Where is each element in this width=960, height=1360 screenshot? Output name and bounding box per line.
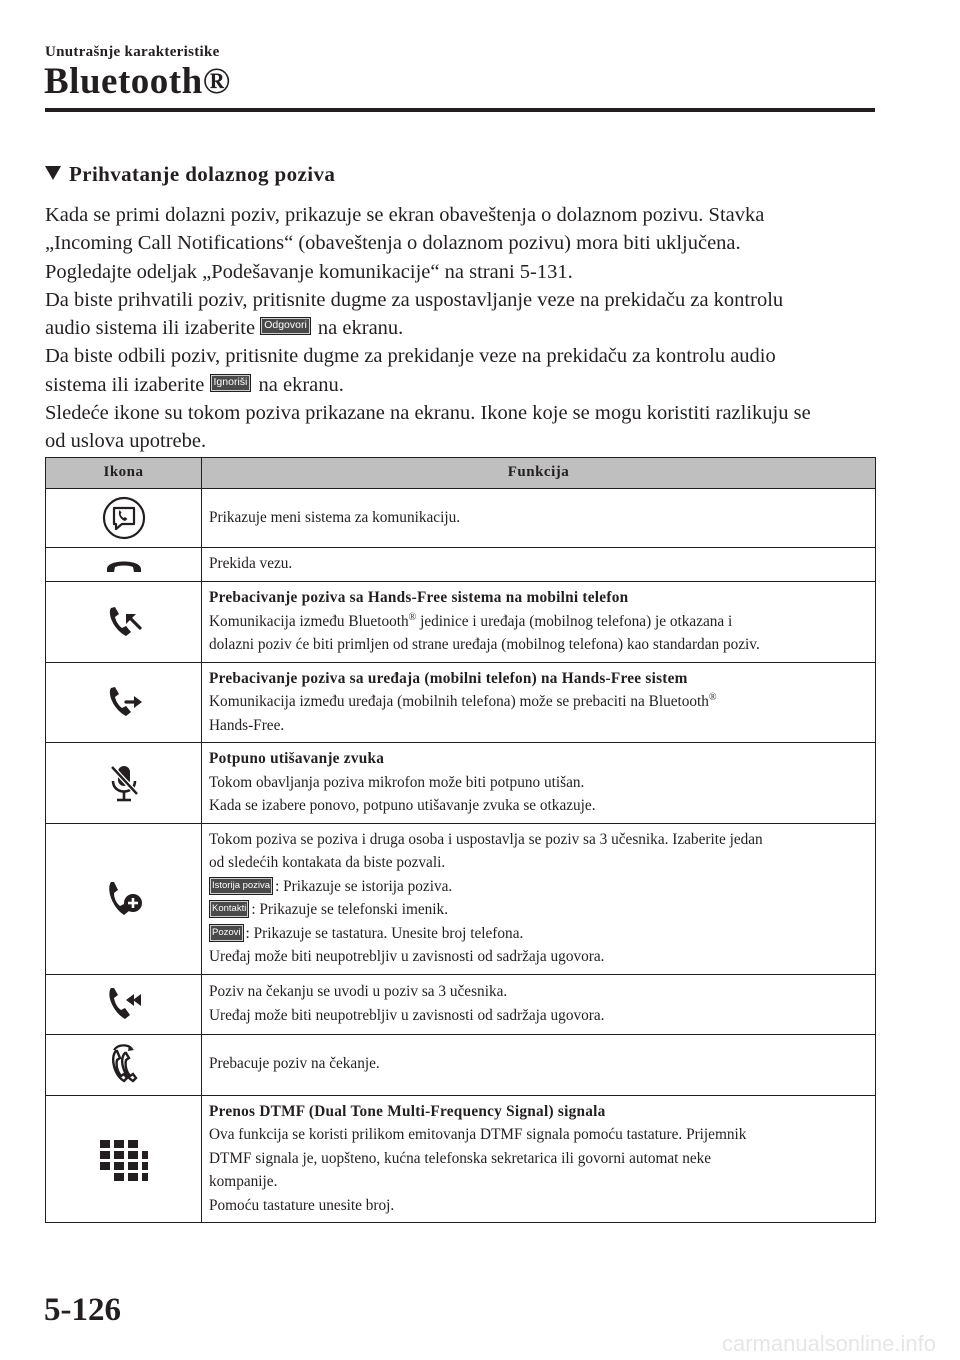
function-line: Tokom obavljanja poziva mikrofon može biti potpuno utišan. xyxy=(209,773,585,791)
function-title: Prenos DTMF (Dual Tone Multi-Frequency Signal) signala xyxy=(209,1102,606,1120)
table-row xyxy=(46,1034,876,1095)
triangle-bullet-icon xyxy=(45,166,61,180)
body-line xyxy=(45,314,885,342)
function-line: od sledećih kontakata da biste pozvali. xyxy=(209,854,446,871)
table-row xyxy=(46,1095,876,1223)
ignore-button: Ignoriši xyxy=(210,374,252,392)
icon-cell xyxy=(46,823,202,974)
transfer-to-handsfree-icon xyxy=(102,680,146,724)
section-label: Unutrašnje karakteristike xyxy=(45,44,220,60)
watermark: carmanualsonline.info xyxy=(721,1331,936,1356)
function-title: Potpuno utišavanje zvuka xyxy=(209,750,385,767)
function-line: Hands-Free. xyxy=(209,716,285,734)
function-text: : Prikazuje se tastatura. Unesite broj telefona. xyxy=(245,924,524,942)
function-cell xyxy=(202,743,876,824)
function-cell: Prebacuje poziv na čekanje. xyxy=(202,1034,876,1095)
registered-mark: ® xyxy=(408,611,417,623)
chapter-title: Bluetooth® xyxy=(44,61,231,102)
table-header-row xyxy=(46,458,876,489)
function-line: dolazni poziv će biti primljen od strane uređaja (mobilnog telefona) kao standardan poziv. xyxy=(209,636,760,653)
answer-button: Odgovori xyxy=(260,317,311,335)
body-line: Da biste prihvatili poziv, pritisnite dugme za uspostavljanje veze na prekidaču za kontrolu xyxy=(45,288,784,311)
function-cell xyxy=(202,662,876,743)
icon-cell xyxy=(46,1095,202,1223)
icon-cell xyxy=(46,743,202,824)
function-cell xyxy=(202,974,876,1034)
icon-function-table xyxy=(45,457,876,1223)
column-header-function: Funkcija xyxy=(202,458,876,489)
function-line: Poziv na čekanju se uvodi u poziv sa 3 učesnika. xyxy=(209,983,508,1000)
icon-cell xyxy=(46,662,202,743)
body-line: Da biste odbili poziv, pritisnite dugme za prekidanje veze na prekidaču za kontrolu audio xyxy=(45,345,776,368)
function-line: kompanije. xyxy=(209,1173,278,1190)
function-text: jedinice i uređaja (mobilnog telefona) je otkazana i xyxy=(416,612,733,630)
function-line: Ova funkcija se koristi prilikom emitovanja DTMF signala pomoću tastature. Prijemnik xyxy=(209,1126,747,1143)
mute-microphone-icon xyxy=(104,761,144,805)
function-line: Kada se izabere ponovo, potpuno utišavanje zvuka se otkazuje. xyxy=(209,797,596,814)
hang-up-icon xyxy=(104,555,144,575)
function-line xyxy=(209,922,869,946)
function-line: Uređaj može biti neupotrebljiv u zavisnosti od sadržaja ugovora. xyxy=(209,1006,605,1024)
subheading xyxy=(45,162,335,187)
add-call-icon xyxy=(102,877,146,921)
body-line: „Incoming Call Notifications“ (obaveštenja o dolaznom pozivu) mora biti uključena. xyxy=(45,232,741,255)
function-text: Komunikacija između Bluetooth xyxy=(209,612,409,630)
body-line: Pogledajte odeljak „Podešavanje komunikacije“ na strani 5-131. xyxy=(45,260,573,283)
body-text-span: audio sistema ili izaberite xyxy=(45,317,256,340)
body-text-span: na ekranu. xyxy=(317,317,404,340)
function-line xyxy=(209,690,869,714)
icon-cell xyxy=(46,489,202,548)
function-line xyxy=(209,898,869,922)
function-line xyxy=(209,875,869,899)
function-line: Uređaj može biti neupotrebljiv u zavisnosti od sadržaja ugovora. xyxy=(209,948,605,965)
function-title: Prebacivanje poziva sa uređaja (mobilni telefon) na Hands-Free sistem xyxy=(209,669,688,687)
icon-cell xyxy=(46,548,202,582)
body-text xyxy=(45,201,885,456)
subheading-text: Prihvatanje dolaznog poziva xyxy=(69,162,336,186)
table-row xyxy=(46,823,876,974)
body-line: Kada se primi dolazni poziv, prikazuje se ekran obaveštenja o dolaznom pozivu. Stavka xyxy=(45,204,765,226)
icon-cell xyxy=(46,1034,202,1095)
body-text-span: sistema ili izaberite xyxy=(45,373,205,396)
registered-mark: ® xyxy=(708,691,717,703)
body-line: od uslova upotrebe. xyxy=(45,430,207,453)
function-cell: Prikazuje meni sistema za komunikaciju. xyxy=(202,489,876,548)
page-number: 5-126 xyxy=(44,1292,121,1328)
keypad-icon xyxy=(98,1137,150,1181)
table-row xyxy=(46,489,876,548)
icon-cell xyxy=(46,582,202,663)
function-line xyxy=(209,610,869,634)
table-row xyxy=(46,548,876,582)
function-text: : Prikazuje se telefonski imenik. xyxy=(251,901,449,918)
table-row xyxy=(46,974,876,1034)
transfer-to-phone-icon xyxy=(102,600,146,644)
body-text-span: na ekranu. xyxy=(258,373,344,396)
dial-button: Pozovi xyxy=(209,924,244,942)
function-title: Prebacivanje poziva sa Hands-Free sistema na mobilni telefon xyxy=(209,589,629,606)
table-row xyxy=(46,662,876,743)
merge-calls-icon xyxy=(102,982,146,1026)
function-cell xyxy=(202,823,876,974)
header-rule xyxy=(45,108,875,112)
body-line xyxy=(45,371,885,399)
function-text: Komunikacija između uređaja (mobilnih telefona) može se prebaciti na Bluetooth xyxy=(209,693,709,710)
call-history-button: Istorija poziva xyxy=(209,877,273,895)
function-cell xyxy=(202,1095,876,1223)
table-row xyxy=(46,743,876,824)
swap-hold-icon xyxy=(102,1041,146,1089)
function-cell: Prekida vezu. xyxy=(202,548,876,582)
column-header-icon: Ikona xyxy=(46,458,202,489)
function-line: Pomoću tastature unesite broj. xyxy=(209,1196,395,1214)
function-cell xyxy=(202,582,876,663)
body-line: Sledeće ikone su tokom poziva prikazane na ekranu. Ikone koje se mogu koristiti razlikuju se xyxy=(45,402,811,425)
function-line: Tokom poziva se poziva i druga osoba i uspostavlja se poziv sa 3 učesnika. Izaberite jedan xyxy=(209,830,763,848)
table-row xyxy=(46,582,876,663)
contacts-button: Kontakti xyxy=(209,900,249,918)
icon-cell xyxy=(46,974,202,1034)
function-text: : Prikazuje se istorija poziva. xyxy=(275,877,453,895)
function-line: DTMF signala je, uopšteno, kućna telefonska sekretarica ili govorni automat neke xyxy=(209,1149,712,1167)
communication-menu-icon xyxy=(102,496,146,540)
